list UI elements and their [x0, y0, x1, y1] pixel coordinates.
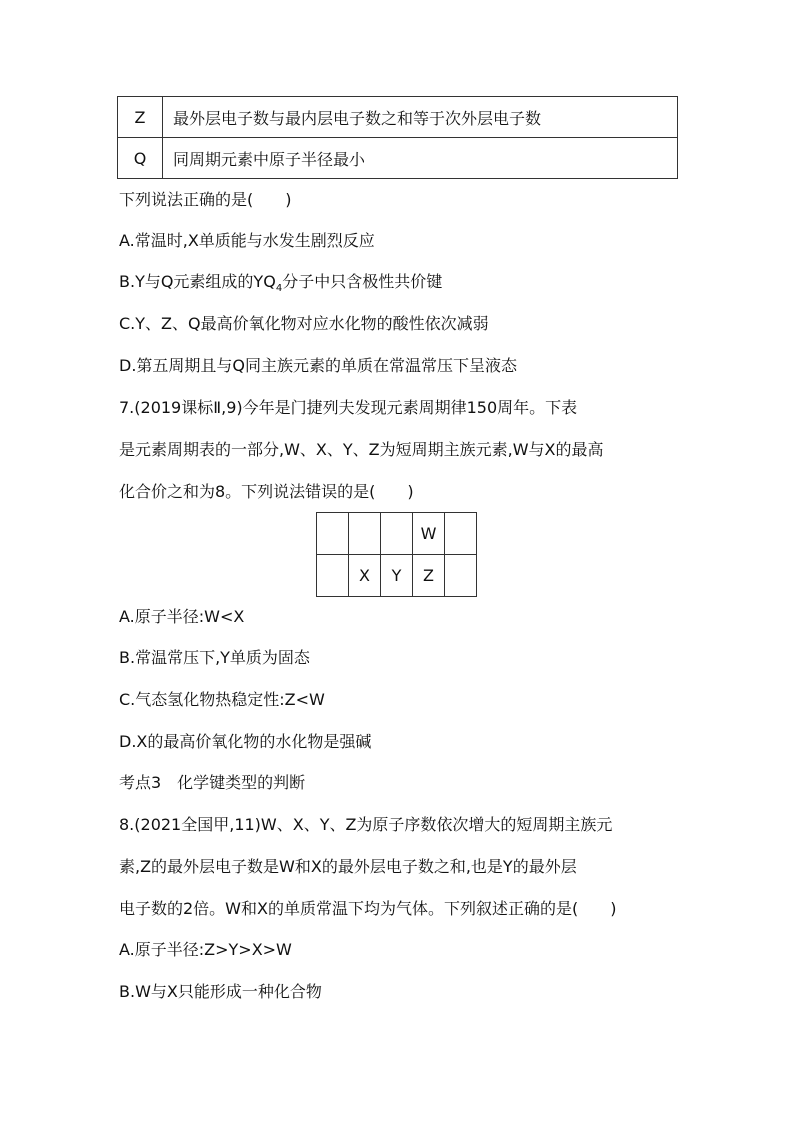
grid-cell [445, 513, 477, 555]
element-info-table [117, 96, 678, 179]
section-heading: 考点3 化学键类型的判断 [119, 773, 306, 792]
option-b: B.W与X只能形成一种化合物 [119, 982, 322, 1001]
question-stem: 是元素周期表的一部分,W、X、Y、Z为短周期主族元素,W与X的最高 [119, 440, 604, 459]
grid-cell: X [349, 555, 381, 597]
option-b-text: B.Y与Q元素组成的YQ [119, 272, 276, 291]
grid-cell: Y [381, 555, 413, 597]
subscript: 4 [275, 283, 283, 295]
option-a: A.原子半径:W<X [119, 607, 245, 626]
question-stem: 素,Z的最外层电子数是W和X的最外层电子数之和,也是Y的最外层 [119, 857, 577, 876]
element-key-cell: Q [118, 138, 163, 179]
option-c: C.气态氢化物热稳定性:Z<W [119, 690, 325, 709]
option-b [119, 271, 442, 300]
element-desc-cell: 最外层电子数与最内层电子数之和等于次外层电子数 [163, 97, 678, 138]
option-c: C.Y、Z、Q最高价氧化物对应水化物的酸性依次减弱 [119, 314, 489, 333]
option-d: D.第五周期且与Q同主族元素的单质在常温常压下呈液态 [119, 356, 518, 375]
table-row [317, 555, 477, 597]
grid-cell [349, 513, 381, 555]
question-stem: 8.(2021全国甲,11)W、X、Y、Z为原子序数依次增大的短周期主族元 [119, 815, 613, 834]
grid-cell [317, 513, 349, 555]
option-b-text-rest: 分子中只含极性共价键 [282, 272, 443, 291]
periodic-table-fragment [316, 512, 477, 597]
table-row [118, 97, 678, 138]
table-row [317, 513, 477, 555]
grid-cell: W [413, 513, 445, 555]
option-a: A.常温时,X单质能与水发生剧烈反应 [119, 231, 375, 250]
option-a: A.原子半径:Z>Y>X>W [119, 940, 292, 959]
grid-cell: Z [413, 555, 445, 597]
grid-cell [317, 555, 349, 597]
option-b: B.常温常压下,Y单质为固态 [119, 648, 310, 667]
question-stem: 化合价之和为8。下列说法错误的是( ) [119, 482, 414, 501]
element-key-cell: Z [118, 97, 163, 138]
table-row [118, 138, 678, 179]
question-stem: 电子数的2倍。W和X的单质常温下均为气体。下列叙述正确的是( ) [119, 899, 617, 918]
question-stem: 下列说法正确的是( ) [119, 190, 292, 209]
grid-cell [381, 513, 413, 555]
option-d: D.X的最高价氧化物的水化物是强碱 [119, 732, 372, 751]
element-desc-cell: 同周期元素中原子半径最小 [163, 138, 678, 179]
question-stem: 7.(2019课标Ⅱ,9)今年是门捷列夫发现元素周期律150周年。下表 [119, 398, 578, 417]
grid-cell [445, 555, 477, 597]
